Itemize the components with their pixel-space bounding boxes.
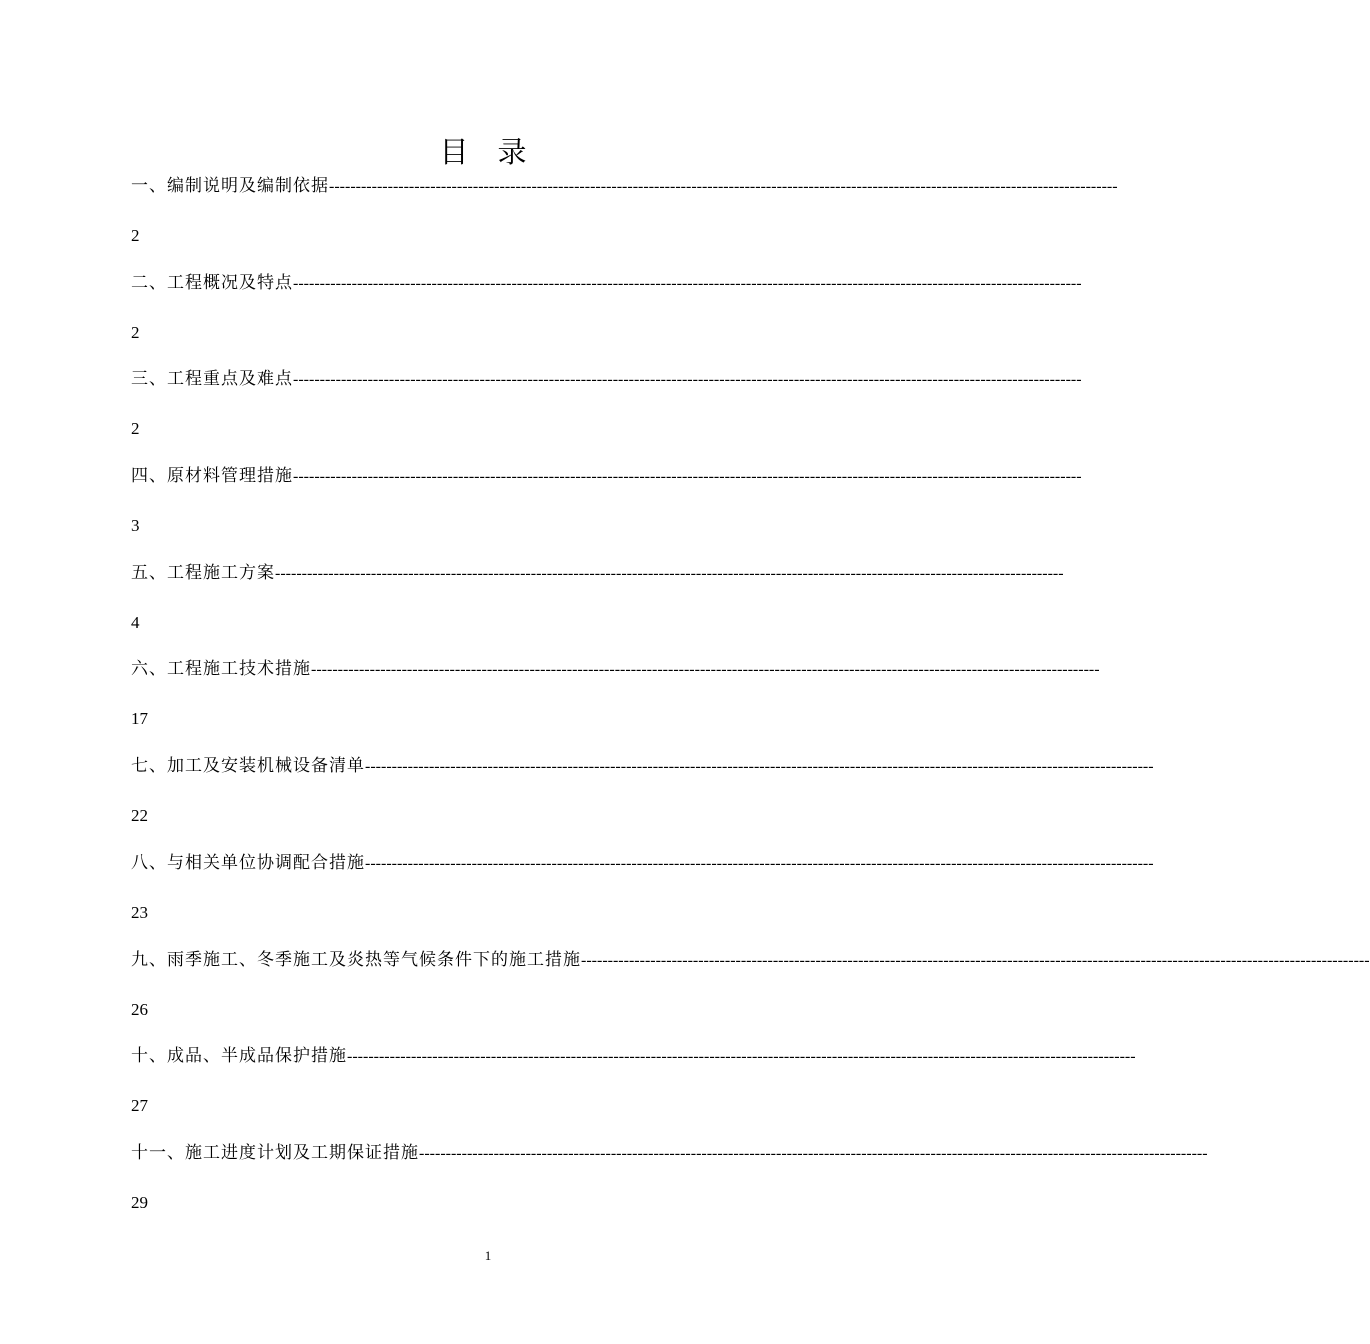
entry-line bbox=[131, 847, 1154, 879]
entry-label: 五、工程施工方案 bbox=[131, 562, 275, 583]
dot-leader: ---------------------------------------------------------------------------------------------------------------------------------------------------- bbox=[365, 758, 1154, 776]
entry-label: 九、雨季施工、冬季施工及炎热等气候条件下的施工措施 bbox=[131, 949, 581, 970]
toc-entry[interactable] bbox=[131, 847, 1154, 944]
entry-page-number: 2 bbox=[131, 419, 140, 439]
entry-page-number: 2 bbox=[131, 226, 140, 245]
toc-entry[interactable] bbox=[131, 653, 1100, 750]
entry-label: 一、编制说明及编制依据 bbox=[131, 176, 329, 196]
entry-page-number: 29 bbox=[131, 1192, 148, 1212]
entry-page-number: 17 bbox=[131, 709, 148, 729]
entry-line bbox=[131, 170, 1118, 202]
toc-entry[interactable] bbox=[131, 1137, 1208, 1234]
entry-page-number: 27 bbox=[131, 1096, 148, 1116]
entry-line bbox=[131, 460, 1082, 492]
toc-list bbox=[131, 170, 1370, 1234]
toc-entry[interactable] bbox=[131, 750, 1154, 847]
entry-label: 十、成品、半成品保护措施 bbox=[131, 1046, 347, 1067]
entry-line bbox=[131, 1040, 1136, 1072]
entry-line bbox=[131, 653, 1100, 685]
entry-line bbox=[131, 944, 1370, 976]
dot-leader: ---------------------------------------------------------------------------------------------------------------------------------------------------- bbox=[365, 854, 1154, 872]
entry-line bbox=[131, 363, 1082, 395]
toc-entry[interactable] bbox=[131, 363, 1082, 460]
dot-leader: ---------------------------------------------------------------------------------------------------------------------------------------------------- bbox=[419, 1144, 1208, 1162]
footer-page-number: 1 bbox=[484, 1248, 492, 1263]
toc-entry[interactable] bbox=[131, 460, 1082, 557]
dot-leader: ---------------------------------------------------------------------------------------------------------------------------------------------------- bbox=[347, 1048, 1136, 1066]
toc-title: 目 录 bbox=[439, 135, 527, 169]
toc-entry[interactable] bbox=[131, 557, 1064, 654]
entry-page-number: 23 bbox=[131, 902, 148, 922]
dot-leader: ---------------------------------------------------------------------------------------------------------------------------------------------------- bbox=[581, 951, 1370, 969]
entry-label: 六、工程施工技术措施 bbox=[131, 659, 311, 680]
entry-page-number: 26 bbox=[131, 999, 148, 1019]
entry-label: 八、与相关单位协调配合措施 bbox=[131, 852, 365, 873]
entry-page-number: 2 bbox=[131, 322, 140, 342]
entry-label: 七、加工及安装机械设备清单 bbox=[131, 756, 365, 777]
dot-leader: ---------------------------------------------------------------------------------------------------------------------------------------------------- bbox=[329, 178, 1118, 195]
entry-label: 四、原材料管理措施 bbox=[131, 466, 293, 487]
entry-line bbox=[131, 750, 1154, 782]
entry-label: 二、工程概况及特点 bbox=[131, 272, 293, 293]
dot-leader: ---------------------------------------------------------------------------------------------------------------------------------------------------- bbox=[293, 371, 1082, 389]
entry-page-number: 22 bbox=[131, 806, 148, 826]
toc-entry[interactable] bbox=[131, 267, 1082, 364]
entry-page-number: 4 bbox=[131, 612, 140, 632]
dot-leader: ---------------------------------------------------------------------------------------------------------------------------------------------------- bbox=[293, 274, 1082, 292]
entry-line bbox=[131, 267, 1082, 299]
entry-label: 三、工程重点及难点 bbox=[131, 369, 293, 390]
toc-entry[interactable] bbox=[131, 944, 1370, 1041]
entry-label: 十一、施工进度计划及工期保证措施 bbox=[131, 1142, 419, 1163]
entry-page-number: 3 bbox=[131, 516, 140, 536]
dot-leader: ---------------------------------------------------------------------------------------------------------------------------------------------------- bbox=[275, 564, 1064, 582]
toc-entry[interactable] bbox=[131, 1040, 1136, 1137]
dot-leader: ---------------------------------------------------------------------------------------------------------------------------------------------------- bbox=[311, 661, 1100, 679]
toc-entry[interactable] bbox=[131, 170, 1118, 267]
dot-leader: ---------------------------------------------------------------------------------------------------------------------------------------------------- bbox=[293, 468, 1082, 486]
entry-line bbox=[131, 557, 1064, 589]
entry-line bbox=[131, 1137, 1208, 1169]
